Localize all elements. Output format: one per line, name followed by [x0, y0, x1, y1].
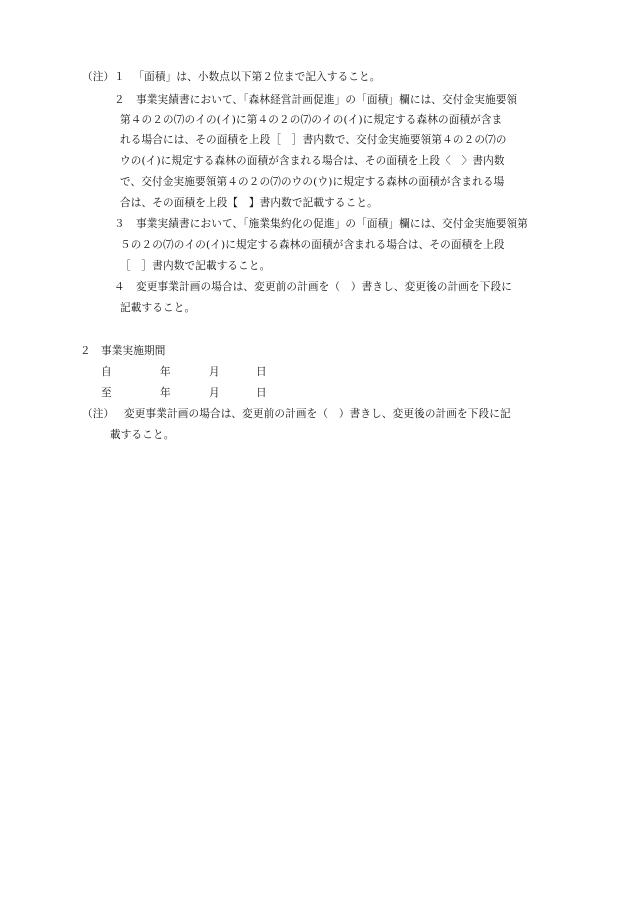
period-month-unit: 月 [209, 366, 220, 378]
note-text: 載すること。 [110, 429, 175, 441]
note-label: （注） [82, 408, 115, 420]
note-item-text: 合は、その面積を上段【 】書内数で記載すること。 [120, 197, 378, 209]
note-item-text: で、交付金実施要領第４の２の⑺のウの(ウ)に規定する森林の面積が含まれる場 [120, 176, 505, 188]
note-item-number: ３ [114, 218, 125, 230]
note-item-text: ［ ］書内数で記載すること。 [120, 260, 271, 272]
note-item-text: 変更事業計画の場合は、変更前の計画を（ ）書きし、変更後の計画を下段に [136, 281, 513, 293]
note-item-text: ５の２の⑺のイの(イ)に規定する森林の面積が含まれる場合は、その面積を上段 [120, 239, 505, 251]
period-year-unit: 年 [160, 366, 171, 378]
note-item-text: ウの(イ)に規定する森林の面積が含まれる場合は、その面積を上段〈 〉書内数 [120, 155, 505, 167]
note-item-text: 事業実績書において、「森林経営計画促進」の「面積」欄には、交付金実施要領 [136, 94, 518, 106]
period-from-label: 自 [101, 366, 112, 378]
note-item-text: 第４の２の⑺のイの(イ)に第４の２の⑺のイの(イ)に規定する森林の面積が含ま [120, 114, 503, 126]
note-item-text: れる場合には、その面積を上段［ ］書内数で、交付金実施要領第４の２の⑺の [120, 134, 507, 146]
note-text: 変更事業計画の場合は、変更前の計画を（ ）書きし、変更後の計画を下段に記 [124, 408, 511, 420]
section-number: ２ [80, 345, 91, 357]
note-item-number: １ [114, 71, 125, 83]
note-item-number: ４ [114, 281, 125, 293]
note-item-text: 「面積」は、小数点以下第２位まで記入すること。 [128, 71, 381, 83]
period-day-unit: 日 [256, 366, 267, 378]
period-month-unit: 月 [209, 387, 220, 399]
section-title: 事業実施期間 [101, 345, 166, 357]
note-item-text: 事業実績書において、「施業集約化の促進」の「面積」欄には、交付金実施要領第 [136, 218, 529, 230]
note-label: （注） [82, 71, 115, 83]
note-item-text: 記載すること。 [120, 302, 196, 314]
period-day-unit: 日 [256, 387, 267, 399]
note-item-number: ２ [114, 94, 125, 106]
period-to-label: 至 [101, 387, 112, 399]
period-year-unit: 年 [160, 387, 171, 399]
